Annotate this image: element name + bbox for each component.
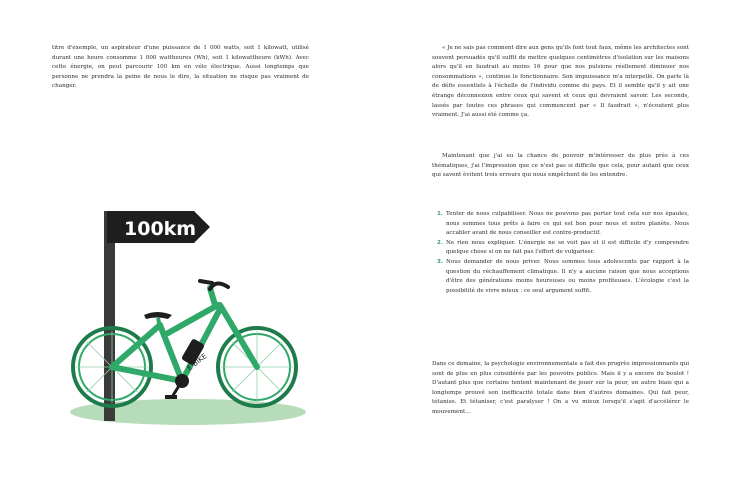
right-para-3: Dans ce domaine, la psychologie environnementale a fait des progrès impressionnants qui sont de plus en plus considérés par les pouvoirs publics. Mais il y a encore du boulot ! D'autant plus que certains tentent maintenant de jouer sur la peur, un autre biais qui a longtemps prouvé son inefficacité totale dans bien d'autres domaines. Qui fait peur, tétanise. Et tétaniser, c'est paralyser ! On a vu mieux lorsqu'il s'agit d'accélérer le mouvement… [432, 361, 689, 415]
list-item [437, 239, 689, 258]
bike-label: E-BIKE [185, 352, 209, 373]
numbered-list [437, 210, 689, 296]
sign-label: 100km [124, 218, 197, 240]
ebike-illustration [60, 205, 310, 430]
list-number: 1. [437, 211, 444, 217]
list-item-text: Tenter de nous culpabiliser. Nous ne pouvons pas porter tout cela sur nos épaules, nous sommes tous prêts à faire ce qui est bon pour nous et notre planète. Nous accabler avant de nous conseiller est contre-productif. [446, 211, 689, 237]
list-item [437, 258, 689, 296]
bike-seat [144, 312, 172, 319]
bike-handlebar [200, 281, 228, 289]
right-page [370, 0, 741, 486]
list-item-text: Ne rien nous expliquer. L'énergie ne se voit pas et il est difficile d'y comprendre quelque chose si on ne fait pas l'effort de vulgariser. [446, 239, 689, 256]
right-para-2: Maintenant que j'ai eu la chance de pouvoir m'intéresser de plus près à ces thématiques, j'ai l'impression que ce n'est pas si difficile que cela, pour autant que ceux qui savent évitent trois erreurs qui nous empêchent de les entendre. [432, 153, 689, 179]
list-item [437, 210, 689, 239]
right-para-1: « Je ne sais pas comment dire aux gens qu'ils font tout faux, même les architectes sont souvent persuadés qu'il suffit de mettre quelques centimètres d'isolation sur les maisons alors qu'il en faudrait au moins 16 pour que nos pulsions réellement diminuer nos consommations », continue le fonctionnaire. Son impuissance m'a interpellé. On parle là de défis essentiels à l'échelle de l'individu comme du pays. Et il semble qu'il y ait une étrange déconnexion entre ceux qui savent et ceux qui devraient savoir. Les seconds, lassés par toutes ces phrases qui commencent par « Il faudrait », n'écoutent plus vraiment. J'ai aussi été comme ça. [432, 45, 689, 119]
left-page-paragraph: titre d'exemple, un aspirateur d'une puissance de 1 000 watts, soit 1 kilowatt, utilisé durant une heure consomme 1 000 wattheures (Wh), soit 1 kilowattheure (kWh). Avec cette énergie, on peut parcourir 100 km en vélo électrique. Aussi longtemps que personne ne prendra la peine de nous le dire, la situation ne risque pas vraiment de changer. [52, 45, 309, 90]
list-item-text: Nous demander de nous priver. Nous sommes tous adolescents par rapport à la question du réchauffement climatique. Il n'y a aucune raison que nous acceptions d'être des générations moins heureuses ou moins profiteuses. L'écologie c'est la possibilité de vivre mieux : ce seul argument suffit. [446, 258, 689, 294]
left-page [0, 0, 370, 486]
list-number: 3. [437, 258, 444, 265]
list-number: 2. [437, 239, 444, 246]
